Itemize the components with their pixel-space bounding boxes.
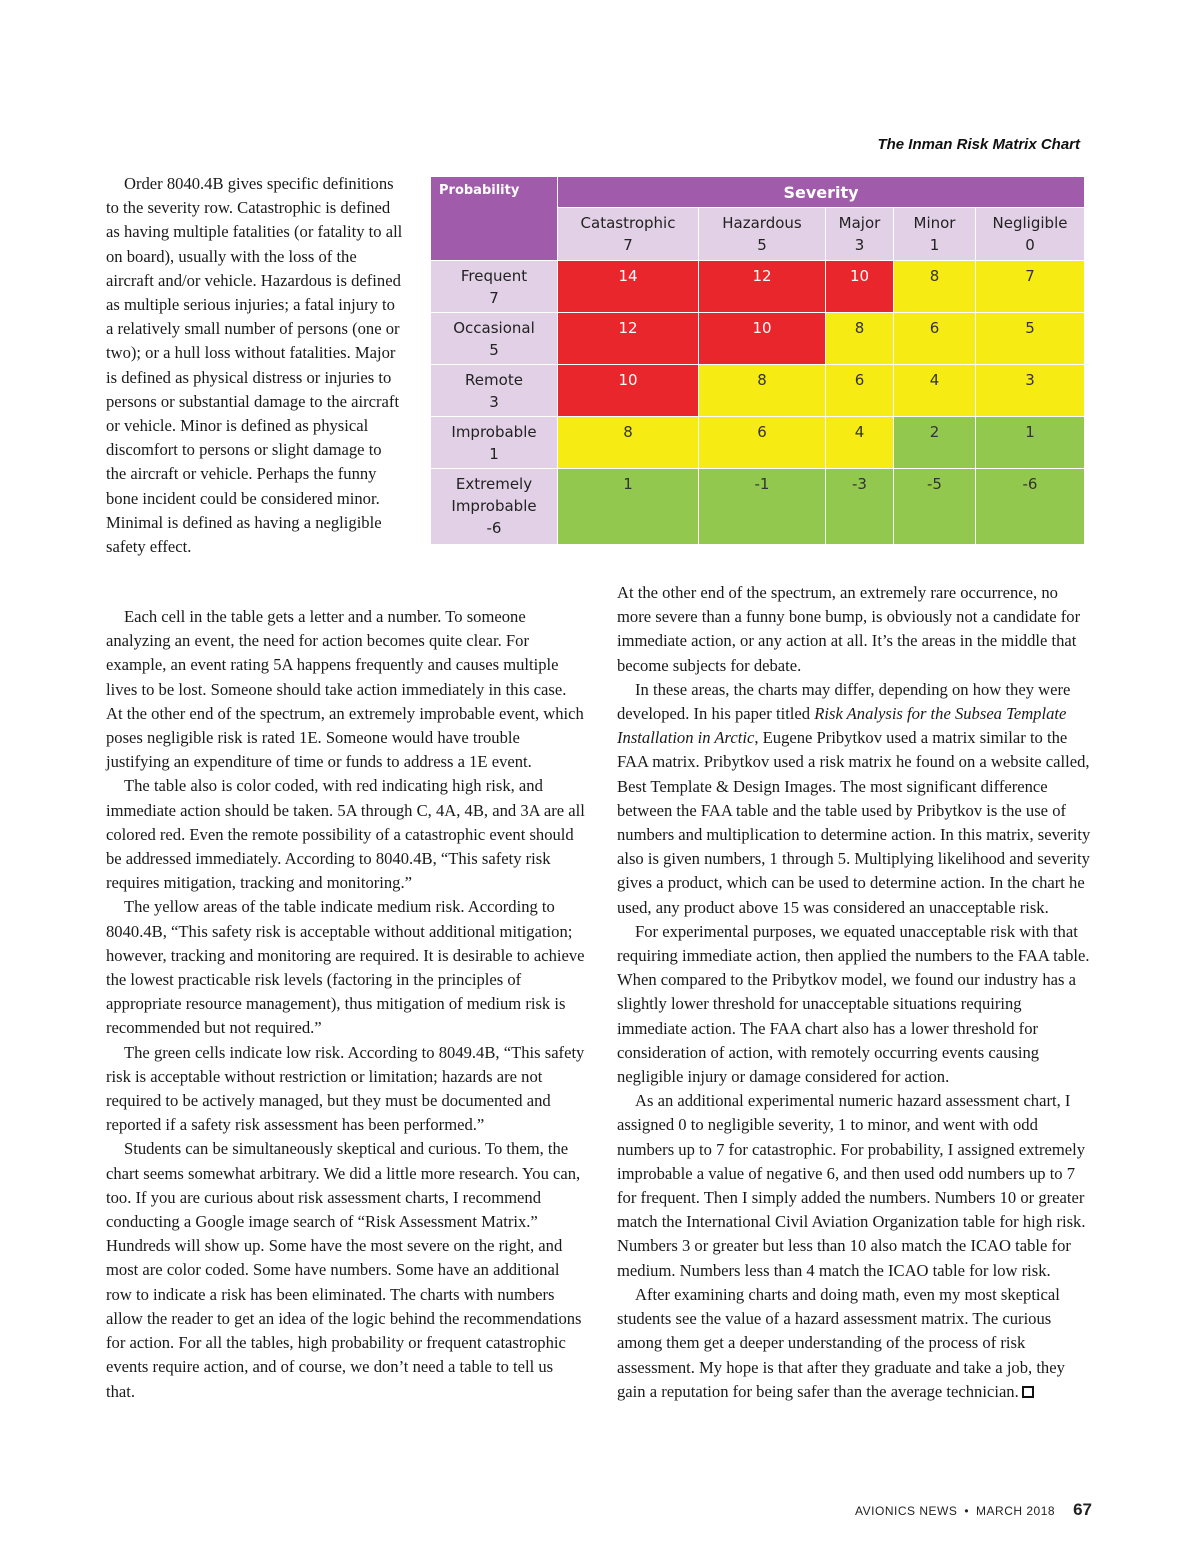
- paragraph: Order 8040.4B gives specific definitions to the severity row. Catastrophic is defined as having multiple fatalities (or fatality to all on board), usually with the loss of the aircraft and/or vehicle. Hazardous is defined as multiple serious injuries; a fatal injury to a relatively small number of persons (one or two); or a hull loss without fatalities. Major is defined as physical distress or injuries to persons or substantial damage to the aircraft or vehicle. Minor is defined as physical discomfort to persons or slight damage to the aircraft or vehicle. Perhaps the funny bone incident could be considered minor. Minimal is defined as having a negligible safety effect.: [106, 174, 403, 557]
- issue-date: MARCH 2018: [976, 1504, 1056, 1518]
- matrix-cell: -1: [699, 469, 826, 545]
- severity-column-major: Major 3: [826, 208, 894, 261]
- probability-row-extremely-improbable: Extremely Improbable -6: [431, 469, 558, 545]
- column-1-top: [106, 172, 406, 559]
- matrix-cell: 7: [976, 261, 1085, 313]
- matrix-cell: 14: [558, 261, 699, 313]
- matrix-cell: 1: [976, 417, 1085, 469]
- footer-bullet: •: [964, 1504, 970, 1518]
- matrix-cell: 4: [894, 365, 976, 417]
- paragraph: The green cells indicate low risk. According to 8049.4B, “This safety risk is acceptable without restriction or limitation; hazards are not required to be actively managed, but they must be documented and reported if a safety risk assessment has been performed.”: [106, 1042, 585, 1135]
- column-2: [617, 581, 1095, 1404]
- matrix-cell: 6: [894, 313, 976, 365]
- end-mark-icon: [1022, 1386, 1034, 1398]
- paragraph: The yellow areas of the table indicate medium risk. According to 8040.4B, “This safety risk is acceptable without additional mitigation; however, tracking and monitoring are required. It is desirable to achieve the lowest practicable risk levels (factoring in the principles of appropriate resource management), thus mitigation of medium risk is recommended but not required.”: [106, 897, 585, 1038]
- paragraph: Each cell in the table gets a letter and a number. To someone analyzing an event, the need for action becomes quite clear. For example, an event rating 5A happens frequently and causes multiple lives to be lost. Someone should take action immediately in this case. At the other end of the spectrum, an extremely improbable event, which poses negligible risk is rated 1E. Someone would have trouble justifying an expenditure of time or funds to address a 1E event.: [106, 607, 584, 772]
- matrix-cell: 10: [826, 261, 894, 313]
- matrix-cell: 5: [976, 313, 1085, 365]
- probability-row-frequent: Frequent 7: [431, 261, 558, 313]
- column-1-bottom: [106, 605, 586, 1404]
- severity-header: Severity: [558, 177, 1085, 208]
- matrix-cell: 10: [558, 365, 699, 417]
- matrix-cell: 12: [699, 261, 826, 313]
- probability-row-occasional: Occasional 5: [431, 313, 558, 365]
- paragraph: In these areas, the charts may differ, depending on how they were developed. In his paper titled Risk Analysis for the Subsea Template Installation in Arctic, Eugene Pribytkov used a matrix similar to the FAA matrix. Pribytkov used a risk matrix he found on a website called, Best Template & Design Images. The most significant difference between the FAA table and the table used by Pribytkov is the use of numbers and multiplication to determine action. In this matrix, severity also is given numbers, 1 through 5. Multiplying likelihood and severity gives a product, which can be used to determine action. In the chart he used, any product above 15 was considered an unacceptable risk.: [617, 679, 1091, 917]
- matrix-cell: 6: [826, 365, 894, 417]
- matrix-cell: 3: [976, 365, 1085, 417]
- paragraph: At the other end of the spectrum, an extremely rare occurrence, no more severe than a funny bone bump, is obviously not a candidate for immediate action, or any action at all. It’s the areas in the middle that become subjects for debate.: [617, 583, 1081, 675]
- matrix-cell: 1: [558, 469, 699, 545]
- paragraph: As an additional experimental numeric hazard assessment chart, I assigned 0 to negligible severity, 1 to minor, and went with odd numbers up to 7 for catastrophic. For probability, I assigned extremely improbable a value of negative 6, and then used odd numbers up to 7 for frequent. Then I simply added the numbers. Numbers 10 or greater match the International Civil Aviation Organization table for high risk. Numbers 3 or greater but less than 10 also match the ICAO table for medium. Numbers less than 4 match the ICAO table for low risk.: [617, 1091, 1086, 1280]
- severity-column-catastrophic: Catastrophic 7: [558, 208, 699, 261]
- matrix-cell: 8: [894, 261, 976, 313]
- figure-caption: The Inman Risk Matrix Chart: [877, 136, 1080, 153]
- matrix-cell: 4: [826, 417, 894, 469]
- matrix-cell: 2: [894, 417, 976, 469]
- matrix-cell: 12: [558, 313, 699, 365]
- probability-header: Probability: [431, 177, 558, 261]
- matrix-cell: 6: [699, 417, 826, 469]
- severity-column-minor: Minor 1: [894, 208, 976, 261]
- matrix-cell: 8: [826, 313, 894, 365]
- paragraph: The table also is color coded, with red indicating high risk, and immediate action should be taken. 5A through C, 4A, 4B, and 3A are all colored red. Even the remote possibility of a catastrophic event should be addressed immediately. According to 8040.4B, “This safety risk requires mitigation, tracking and monitoring.”: [106, 776, 585, 893]
- matrix-cell: 10: [699, 313, 826, 365]
- paragraph: After examining charts and doing math, even my most skeptical students see the value of a hazard assessment matrix. The curious among them get a deeper understanding of the process of risk assessment. My hope is that after they graduate and take a job, they gain a reputation for being safer than the average technician.: [617, 1284, 1065, 1401]
- paragraph: For experimental purposes, we equated unacceptable risk with that requiring immediate action, then applied the numbers to the FAA table. When compared to the Pribytkov model, we found our industry has a slightly lower threshold for unacceptable situations requiring immediate action. The FAA chart also has a lower threshold for consideration of action, with remotely occurring events causing negligible injury or damage considered for action.: [617, 921, 1090, 1087]
- paragraph: Students can be simultaneously skeptical and curious. To them, the chart seems somewhat arbitrary. We did a little more research. You can, too. If you are curious about risk assessment charts, I recommend conducting a Google image search of “Risk Assessment Matrix.” Hundreds will show up. Some have the most severe on the right, and most are color coded. Some have numbers. Some have an additional row to indicate a risk has been eliminated. The charts with numbers allow the reader to get an idea of the logic behind the recommendations for action. For all the tables, high probability or frequent catastrophic events require action, and of course, we don’t need a table to tell us that.: [106, 1139, 582, 1401]
- matrix-cell: 8: [699, 365, 826, 417]
- matrix-cell: 8: [558, 417, 699, 469]
- page-footer: [855, 1500, 1092, 1520]
- risk-matrix-table: [430, 176, 1085, 545]
- severity-column-negligible: Negligible 0: [976, 208, 1085, 261]
- severity-column-hazardous: Hazardous 5: [699, 208, 826, 261]
- matrix-cell: -6: [976, 469, 1085, 545]
- page-number: 67: [1073, 1500, 1092, 1519]
- paper-title: Risk Analysis for the Subsea Template Installation in Arctic: [617, 704, 1067, 748]
- probability-row-remote: Remote 3: [431, 365, 558, 417]
- matrix-cell: -3: [826, 469, 894, 545]
- publication-name: AVIONICS NEWS: [855, 1504, 958, 1518]
- probability-row-improbable: Improbable 1: [431, 417, 558, 469]
- matrix-cell: -5: [894, 469, 976, 545]
